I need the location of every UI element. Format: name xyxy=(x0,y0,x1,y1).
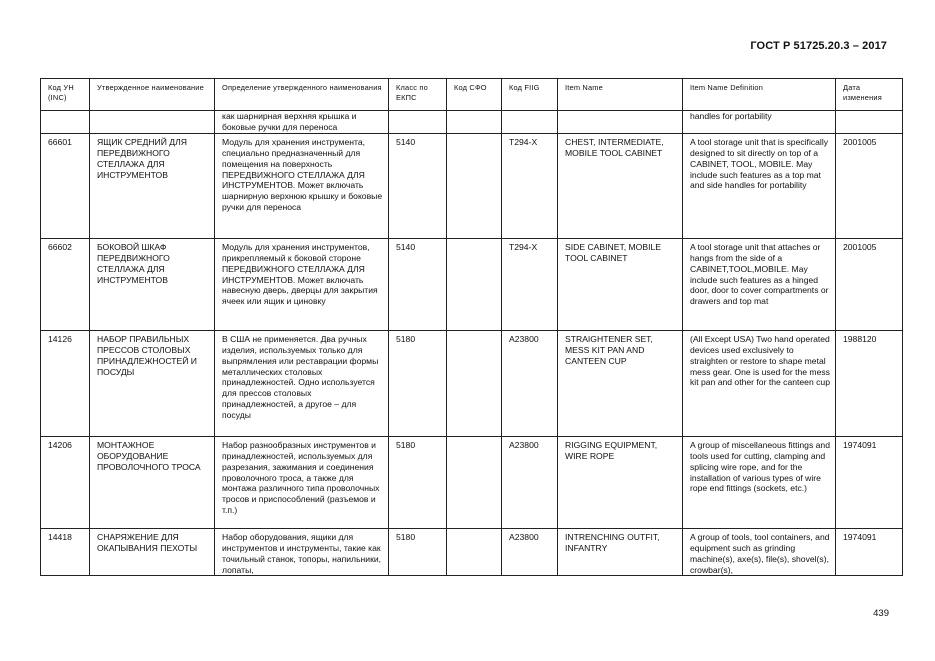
cell-change-date xyxy=(836,111,903,134)
cell-fiig-code xyxy=(502,111,558,134)
cell-definition: В США не применяется. Два ручных изделия, используемых только для выпрямления или реставрации формы металлических столовых принадлежностей. Одно используется для прессов столовых принадлежностей, а другое – для посуды xyxy=(215,330,389,436)
table-header-row xyxy=(41,79,903,111)
cell-ekps-class: 5140 xyxy=(389,133,447,238)
classifier-table xyxy=(40,78,903,576)
cell-approved-name: СНАРЯЖЕНИЕ ДЛЯ ОКАПЫВАНИЯ ПЕХОТЫ xyxy=(90,528,215,576)
cell-item-name: STRAIGHTENER SET, MESS KIT PAN AND CANTEEN CUP xyxy=(558,330,683,436)
cell-inc xyxy=(41,111,90,134)
cell-definition: Модуль для хранения инструментов, прикрепляемый к боковой стороне ПЕРЕДВИЖНОГО СТЕЛЛАЖА ДЛЯ ИНСТРУМЕНТОВ. Может включать навесную дверь, дверцы для закрытия ячеек или ящик и циновку xyxy=(215,238,389,330)
cell-fiig-code: T294-X xyxy=(502,238,558,330)
cell-sfo-code xyxy=(447,330,502,436)
table-row xyxy=(41,436,903,528)
cell-change-date: 2001005 xyxy=(836,133,903,238)
cell-approved-name xyxy=(90,111,215,134)
cell-ekps-class: 5180 xyxy=(389,528,447,576)
cell-definition: Набор оборудования, ящики для инструментов и инструменты, такие как точильный станок, топоры, напильники, лопаты, xyxy=(215,528,389,576)
cell-sfo-code xyxy=(447,528,502,576)
cell-approved-name: НАБОР ПРАВИЛЬНЫХ ПРЕССОВ СТОЛОВЫХ ПРИНАДЛЕЖНОСТЕЙ И ПОСУДЫ xyxy=(90,330,215,436)
cell-item-definition: handles for portability xyxy=(683,111,836,134)
cell-item-definition: A tool storage unit that attaches or hangs from the side of a CABINET,TOOL,MOBILE. May include such features as a hinged door, door to cover compartments or drawers and top mat xyxy=(683,238,836,330)
column-header-change-date: Дата изменения xyxy=(836,79,903,111)
cell-inc: 66602 xyxy=(41,238,90,330)
cell-inc: 14418 xyxy=(41,528,90,576)
table-row xyxy=(41,111,903,134)
cell-inc: 14126 xyxy=(41,330,90,436)
table-row xyxy=(41,133,903,238)
cell-inc: 66601 xyxy=(41,133,90,238)
cell-change-date: 1974091 xyxy=(836,528,903,576)
cell-item-name: INTRENCHING OUTFIT, INFANTRY xyxy=(558,528,683,576)
cell-approved-name: МОНТАЖНОЕ ОБОРУДОВАНИЕ ПРОВОЛОЧНОГО ТРОСА xyxy=(90,436,215,528)
cell-item-name: RIGGING EQUIPMENT, WIRE ROPE xyxy=(558,436,683,528)
cell-inc: 14206 xyxy=(41,436,90,528)
table-row xyxy=(41,330,903,436)
cell-fiig-code: A23800 xyxy=(502,330,558,436)
document-code: ГОСТ Р 51725.20.3 – 2017 xyxy=(750,40,887,52)
cell-change-date: 1988120 xyxy=(836,330,903,436)
column-header-item-definition: Item Name Definition xyxy=(683,79,836,111)
column-header-definition: Определение утвержденного наименования xyxy=(215,79,389,111)
column-header-approved-name: Утвержденное наименование xyxy=(90,79,215,111)
cell-change-date: 2001005 xyxy=(836,238,903,330)
cell-ekps-class xyxy=(389,111,447,134)
cell-ekps-class: 5180 xyxy=(389,330,447,436)
page-number: 439 xyxy=(873,608,889,619)
cell-change-date: 1974091 xyxy=(836,436,903,528)
cell-sfo-code xyxy=(447,238,502,330)
cell-sfo-code xyxy=(447,436,502,528)
column-header-fiig-code: Код FIIG xyxy=(502,79,558,111)
table-row xyxy=(41,528,903,576)
cell-ekps-class: 5140 xyxy=(389,238,447,330)
cell-item-name: SIDE CABINET, MOBILE TOOL CABINET xyxy=(558,238,683,330)
cell-fiig-code: A23800 xyxy=(502,528,558,576)
column-header-item-name: Item Name xyxy=(558,79,683,111)
cell-item-name: CHEST, INTERMEDIATE, MOBILE TOOL CABINET xyxy=(558,133,683,238)
cell-item-definition: (All Except USA) Two hand operated devices used exclusively to straighten or restore to shape metal mess gear. One is used for the mess kit pan and other for the canteen cup xyxy=(683,330,836,436)
column-header-inc: Код УН (INC) xyxy=(41,79,90,111)
cell-item-definition: A group of miscellaneous fittings and tools used for cutting, clamping and splicing wire rope, and for the installation of various types of wire rope end fittings (sockets, etc.) xyxy=(683,436,836,528)
cell-item-definition: A group of tools, tool containers, and equipment such as grinding machine(s), axe(s), file(s), shovel(s), crowbar(s), xyxy=(683,528,836,576)
cell-item-name xyxy=(558,111,683,134)
cell-item-definition: A tool storage unit that is specifically designed to sit directly on top of a CABINET, TOOL, MOBILE. May include such features as a top mat and side handles for portability xyxy=(683,133,836,238)
column-header-sfo-code: Код СФО xyxy=(447,79,502,111)
cell-definition: Модуль для хранения инструмента, специально предназначенный для помещения на поверхность ПЕРЕДВИЖНОГО СТЕЛЛАЖА ДЛЯ ИНСТРУМЕНТОВ. Может включать шарнирную верхнюю крышку и боковые ручки для переноса xyxy=(215,133,389,238)
cell-approved-name: БОКОВОЙ ШКАФ ПЕРЕДВИЖНОГО СТЕЛЛАЖА ДЛЯ ИНСТРУМЕНТОВ xyxy=(90,238,215,330)
cell-sfo-code xyxy=(447,111,502,134)
cell-sfo-code xyxy=(447,133,502,238)
cell-definition: Набор разнообразных инструментов и принадлежностей, используемых для разрезания, зажимания и соединения проволочного троса, а также для монтажа различного типа проволочных тросов и приспособлений (разъемов и т.п.) xyxy=(215,436,389,528)
cell-definition: как шарнирная верхняя крышка и боковые ручки для переноса xyxy=(215,111,389,134)
column-header-ekps-class: Класс по ЕКПС xyxy=(389,79,447,111)
cell-approved-name: ЯЩИК СРЕДНИЙ ДЛЯ ПЕРЕДВИЖНОГО СТЕЛЛАЖА ДЛЯ ИНСТРУМЕНТОВ xyxy=(90,133,215,238)
table-row xyxy=(41,238,903,330)
cell-fiig-code: T294-X xyxy=(502,133,558,238)
cell-ekps-class: 5180 xyxy=(389,436,447,528)
cell-fiig-code: A23800 xyxy=(502,436,558,528)
